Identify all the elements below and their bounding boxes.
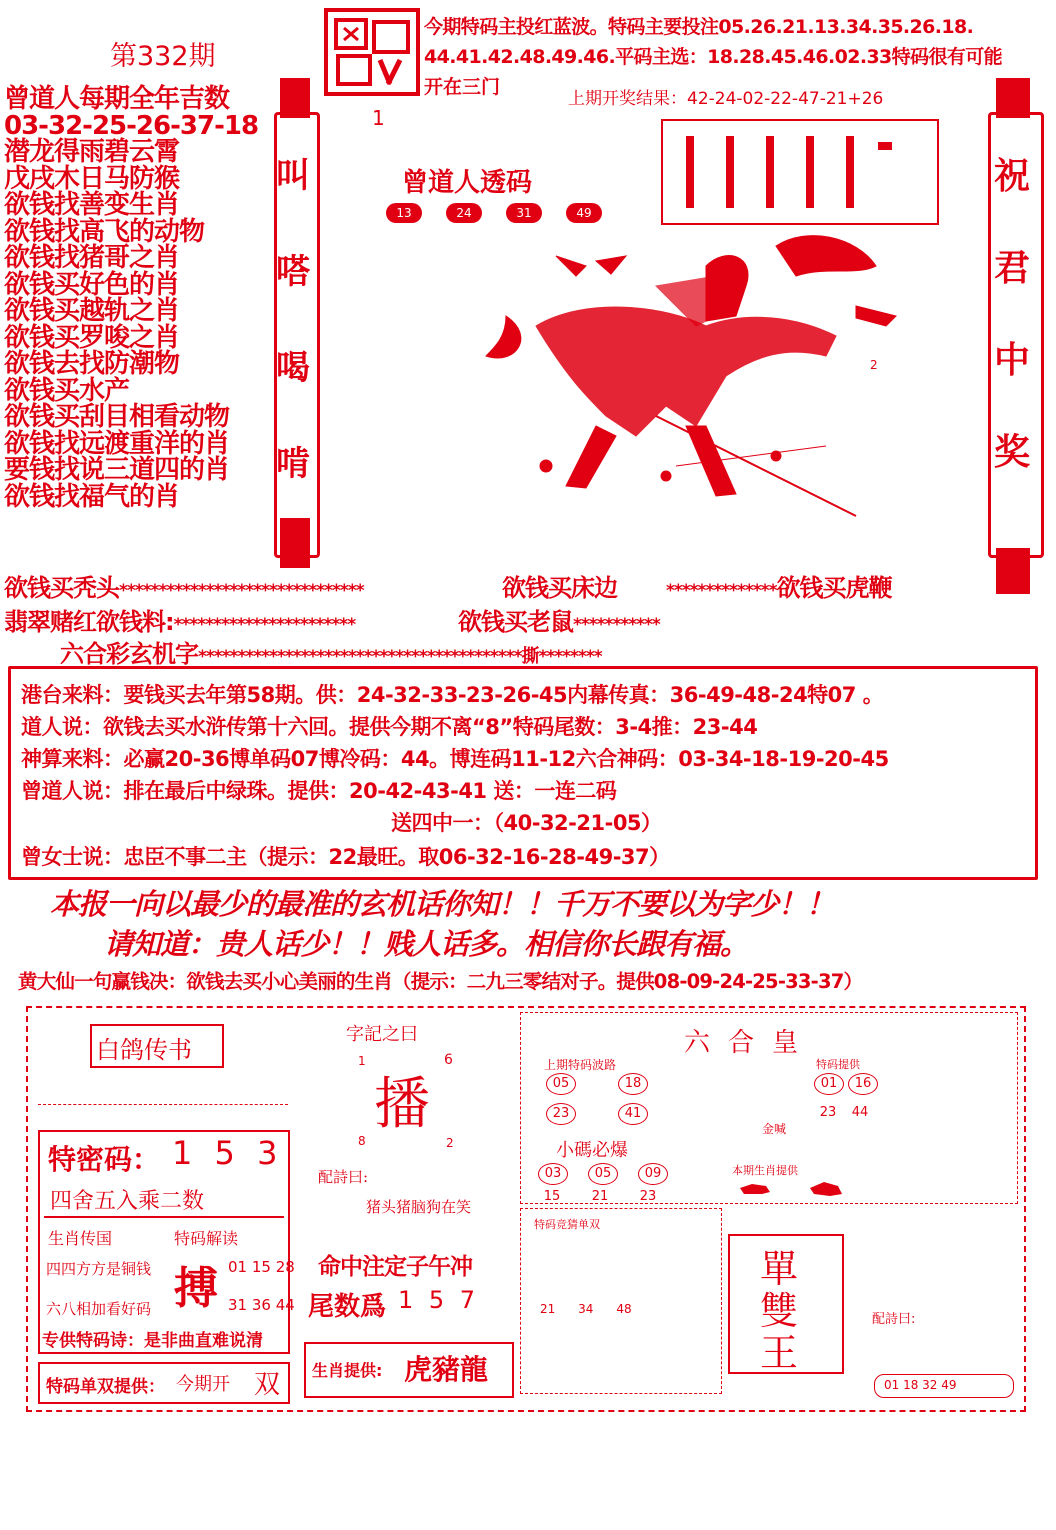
zodiac-animal-icons — [732, 1176, 852, 1200]
odd-even-prefix: 今期开 — [176, 1374, 230, 1395]
hint-line: 欲钱找猪哥之肖 — [4, 243, 180, 273]
small-num: 23 — [639, 1189, 657, 1204]
row-bald-right-text: 欲钱买虎鞭 — [776, 574, 892, 602]
jin-ma: 金喊 — [762, 1122, 787, 1136]
center-num-small: 2 — [870, 358, 878, 372]
ddw-char: 雙 — [760, 1289, 799, 1333]
tema-rounding: 四舍五入乘二数 — [50, 1189, 205, 1214]
scroll-right — [982, 78, 1048, 598]
seal-logo — [324, 8, 420, 96]
center-title: 曾道人透码 — [402, 168, 533, 198]
wave-nums — [544, 1072, 654, 1125]
last-wave-label: 上期特码波路 — [544, 1058, 617, 1072]
hint-line: 欲钱买罗唆之肖 — [4, 322, 180, 353]
hint-line: 欲钱买刮目相看动物 — [4, 402, 230, 432]
poem-line: 戊戌木日马防猴 — [4, 163, 180, 194]
row-jade-stars2: *********** — [573, 615, 660, 635]
small-nums — [536, 1162, 716, 1207]
center-ball: 31 — [506, 203, 542, 223]
slogan-line-1: 本报一向以最少的最准的玄机话你知！！千万不要以为字少！！ — [50, 887, 835, 921]
hint-line: 欲钱找高飞的动物 — [4, 216, 205, 247]
panel-line: 道人说：欲钱去买水浒传第十六回。提供今期不离“8”特码尾数：3-4推：23-44 — [21, 715, 758, 739]
odd-even-label: 特码单双提供： — [46, 1377, 165, 1397]
scroll-left-char: 喝 — [276, 348, 310, 388]
row-jade-stars: *********************** — [173, 615, 356, 635]
hint-line: 欲钱买越轨之肖 — [4, 296, 180, 326]
poem-text: 猪头猪脑狗在笑 — [366, 1198, 472, 1216]
odd-even-value: 双 — [254, 1370, 281, 1400]
poem-label: 配詩曰: — [318, 1168, 369, 1186]
row-bald-stars: ******************************* — [119, 581, 364, 601]
row-bald-right — [666, 568, 891, 603]
small-code: 小碼必爆 — [556, 1140, 628, 1161]
tail-label: 尾数爲 — [308, 1292, 387, 1322]
row-liuhe-stars: ***************************************** — [198, 647, 522, 667]
small-num: 09 — [638, 1163, 668, 1185]
row-liuhe-glyph: 撕 — [521, 646, 539, 667]
hint-line: 欲钱找远渡重洋的肖 — [4, 428, 230, 459]
ddw-char: 王 — [760, 1331, 799, 1375]
tema-num: 16 — [848, 1073, 878, 1095]
guess-nums — [540, 1302, 632, 1316]
hint-line: 要钱找说三道四的肖 — [4, 455, 230, 485]
row-liuhe-left: 六合彩玄机字 — [60, 640, 198, 668]
scroll-left — [268, 78, 334, 568]
tema-num: 01 — [814, 1073, 844, 1095]
guess-num: 21 — [540, 1302, 556, 1316]
small-num: 05 — [588, 1163, 618, 1185]
panel-line: 神算来料：必赢20-36博单码07博冷码：44。博连码11-12六合神码：03-34-18-19-20-45 — [21, 747, 889, 771]
hint-line: 欲钱买水产 — [4, 375, 130, 406]
tema-tigong: 特码提供 — [816, 1058, 860, 1071]
box-right — [520, 1012, 1020, 1404]
hint-line: 欲钱买好色的肖 — [4, 269, 180, 300]
row-jade-mid: 欲钱买老鼠 — [458, 608, 573, 636]
row-jade — [4, 602, 355, 637]
row-bald-stars2: ************** — [666, 581, 777, 601]
header-line-1: 今期特码主投红蓝波。特码主要投注05.26.21.13.34.35.26.18. — [424, 16, 974, 38]
tema-label-2: 特码解读 — [174, 1229, 239, 1248]
panel-line: 港台来料：要钱买去年第58期。供：24-32-33-23-26-45内幕传真：36-49-48-24特07 。 — [21, 683, 884, 707]
tema-label: 特密码： — [48, 1143, 161, 1176]
row-liuhe — [60, 634, 602, 669]
header-line-2: 44.41.42.48.49.46.平码主选：18.28.45.46.02.33特码很有可能 — [424, 46, 1003, 68]
bo-char: 搏 — [174, 1263, 218, 1314]
corner-num-3: 8 — [358, 1134, 366, 1148]
tema-num: 23 — [819, 1105, 837, 1120]
hints-column — [4, 86, 258, 510]
box-mid — [304, 1012, 510, 1404]
info-panel — [8, 666, 1038, 880]
center-code: 1 — [372, 106, 385, 130]
center-ball: 13 — [386, 203, 422, 223]
guess-num: 48 — [616, 1302, 632, 1316]
tema-nums — [812, 1072, 902, 1123]
tema-num: 44 — [851, 1105, 869, 1120]
poem-line: 潜龙得雨碧云霄 — [4, 137, 180, 167]
panel-line: 送四中一：（40-32-21-05） — [391, 811, 662, 835]
small-num: 21 — [591, 1189, 609, 1204]
row-jade-left: 翡翠赌红欲钱料: — [4, 608, 174, 636]
center-ball: 49 — [566, 203, 602, 223]
nums-1: 01 15 28 — [228, 1258, 295, 1276]
scroll-left-char: 嗒 — [276, 252, 310, 292]
tema-value: 1 5 3 — [172, 1134, 284, 1172]
row-jade-right — [458, 602, 660, 637]
row-liuhe-stars2: ******** — [538, 647, 602, 667]
header-line-3: 开在三门 — [424, 76, 501, 98]
box-left-dots — [38, 1064, 288, 1105]
issue-label: 第332期 — [110, 41, 216, 72]
big-char-bo: 播 — [374, 1072, 430, 1137]
poem-1: 四四方方是铜钱 — [46, 1260, 152, 1278]
peishi-label: 配詩曰: — [872, 1312, 916, 1327]
panel-line: 曾道人说：排在最后中绿珠。提供：20-42-43-41 送：一连二码 — [21, 779, 617, 803]
guess-box — [520, 1208, 722, 1394]
zodiac-label: 生肖提供: — [312, 1361, 383, 1380]
wave-num: 41 — [618, 1103, 648, 1125]
hint-line: 欲钱找善变生肖 — [4, 190, 180, 220]
corner-num-4: 2 — [446, 1136, 454, 1150]
center-balls — [386, 202, 626, 223]
bottom-nums: 01 18 32 49 — [884, 1378, 957, 1392]
lucky-numbers: 03-32-25-26-37-18 — [4, 110, 259, 141]
center-table-graphic — [660, 118, 940, 228]
char-heading: 字記之曰 — [346, 1024, 418, 1045]
wave-num: 05 — [546, 1073, 576, 1095]
box-left — [34, 1012, 294, 1404]
zodiac-provide-label: 本期生肖提供 — [732, 1164, 798, 1177]
wave-num: 23 — [546, 1103, 576, 1125]
slogan-line-2: 请知道：贵人话少！！贱人话多。相信你长跟有福。 — [104, 927, 749, 961]
guess-label: 特码竞猜单双 — [534, 1218, 600, 1231]
hint-line: 欲钱找福气的肖 — [4, 481, 180, 512]
panel-line: 曾女士说：忠臣不事二主（提示：22最旺。取06-32-16-28-49-37） — [21, 845, 670, 869]
scroll-right-char: 祝 — [994, 156, 1031, 197]
horse-rider-image — [476, 226, 916, 526]
corner-num-1: 1 — [358, 1054, 366, 1068]
scroll-right-char: 奖 — [994, 432, 1031, 473]
hint-line: 欲钱去找防潮物 — [4, 349, 180, 379]
tail-value: 1 5 7 — [398, 1286, 480, 1314]
fate-line: 命中注定子午冲 — [318, 1254, 472, 1280]
last-result: 上期开奖结果：42-24-02-22-47-21+26 — [568, 89, 884, 109]
huang-line: 黄大仙一句赢钱决：欲钱去买小心美丽的生肖（提示：二九三零结对子。提供08-09-24-25-33-37） — [18, 970, 863, 993]
ddw-char: 單 — [760, 1247, 799, 1291]
scroll-right-char: 中 — [994, 340, 1031, 381]
liuhe-title: 六合皇 — [684, 1028, 817, 1058]
lucky-title: 曾道人每期全年吉数 — [4, 84, 230, 114]
zodiac-value: 虎豬龍 — [404, 1353, 489, 1386]
nums-2: 31 36 44 — [228, 1296, 295, 1314]
poem-2: 六八相加看好码 — [46, 1300, 152, 1318]
small-num: 03 — [538, 1163, 568, 1185]
center-picture — [336, 96, 976, 536]
shengxiao-label: 生肖传国 — [48, 1229, 113, 1248]
scroll-left-char: 叫 — [276, 156, 310, 196]
row-bald-left: 欲钱买秃头 — [4, 574, 119, 602]
special-poem: 专供特码诗：是非曲直难说清 — [42, 1331, 263, 1351]
row-bald — [4, 568, 364, 603]
small-num: 15 — [543, 1189, 561, 1204]
row-bald-mid — [502, 568, 617, 603]
scroll-right-char: 君 — [994, 248, 1031, 289]
guess-num: 34 — [578, 1302, 594, 1316]
box-left-title: 白鸽传书 — [96, 1036, 192, 1064]
center-ball: 24 — [446, 203, 482, 223]
corner-num-2: 6 — [444, 1052, 453, 1068]
scroll-left-char: 啃 — [276, 444, 310, 484]
row-bald-mid-text: 欲钱买床边 — [502, 574, 617, 602]
wave-num: 18 — [618, 1073, 648, 1095]
